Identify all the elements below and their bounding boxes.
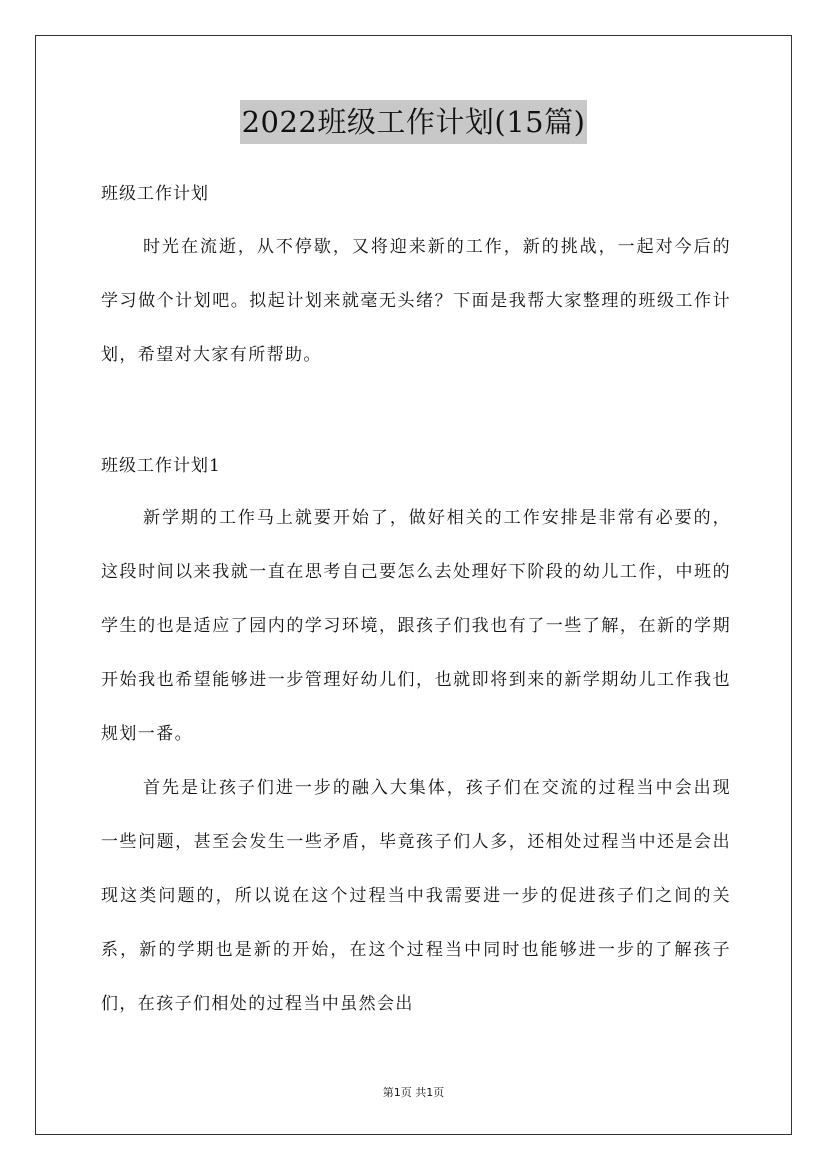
intro-heading: 班级工作计划 xyxy=(101,184,209,204)
document-title: 2022班级工作计划(15篇) xyxy=(240,100,588,144)
title-container xyxy=(0,100,827,144)
section1-heading: 班级工作计划1 xyxy=(101,456,221,476)
section1-paragraph: 新学期的工作马上就要开始了，做好相关的工作安排是非常有必要的，这段时间以来我就一直在思考自己要怎么去处理好下阶段的幼儿工作，中班的学生的也是适应了园内的学习环境，跟孩子们我也有了一些了解，在新的学期开始我也希望能够进一步管理好幼儿们，也就即将到来的新学期幼儿工作我也规划一番。 xyxy=(101,508,731,744)
intro-paragraph: 时光在流逝，从不停歇，又将迎来新的工作，新的挑战，一起对今后的学习做个计划吧。拟起计划来就毫无头绪？下面是我帮大家整理的班级工作计划，希望对大家有所帮助。 xyxy=(101,237,731,365)
section1-paragraph: 首先是让孩子们进一步的融入大集体，孩子们在交流的过程当中会出现一些问题，甚至会发生一些矛盾，毕竟孩子们人多，还相处过程当中还是会出现这类问题的，所以说在这个过程当中我需要进一步的促进孩子们之间的关系，新的学期也是新的开始，在这个过程当中同时也能够进一步的了解孩子们，在孩子们相处的过程当中虽然会出 xyxy=(101,778,731,1014)
page-footer: 第1页 共1页 xyxy=(382,1086,445,1099)
